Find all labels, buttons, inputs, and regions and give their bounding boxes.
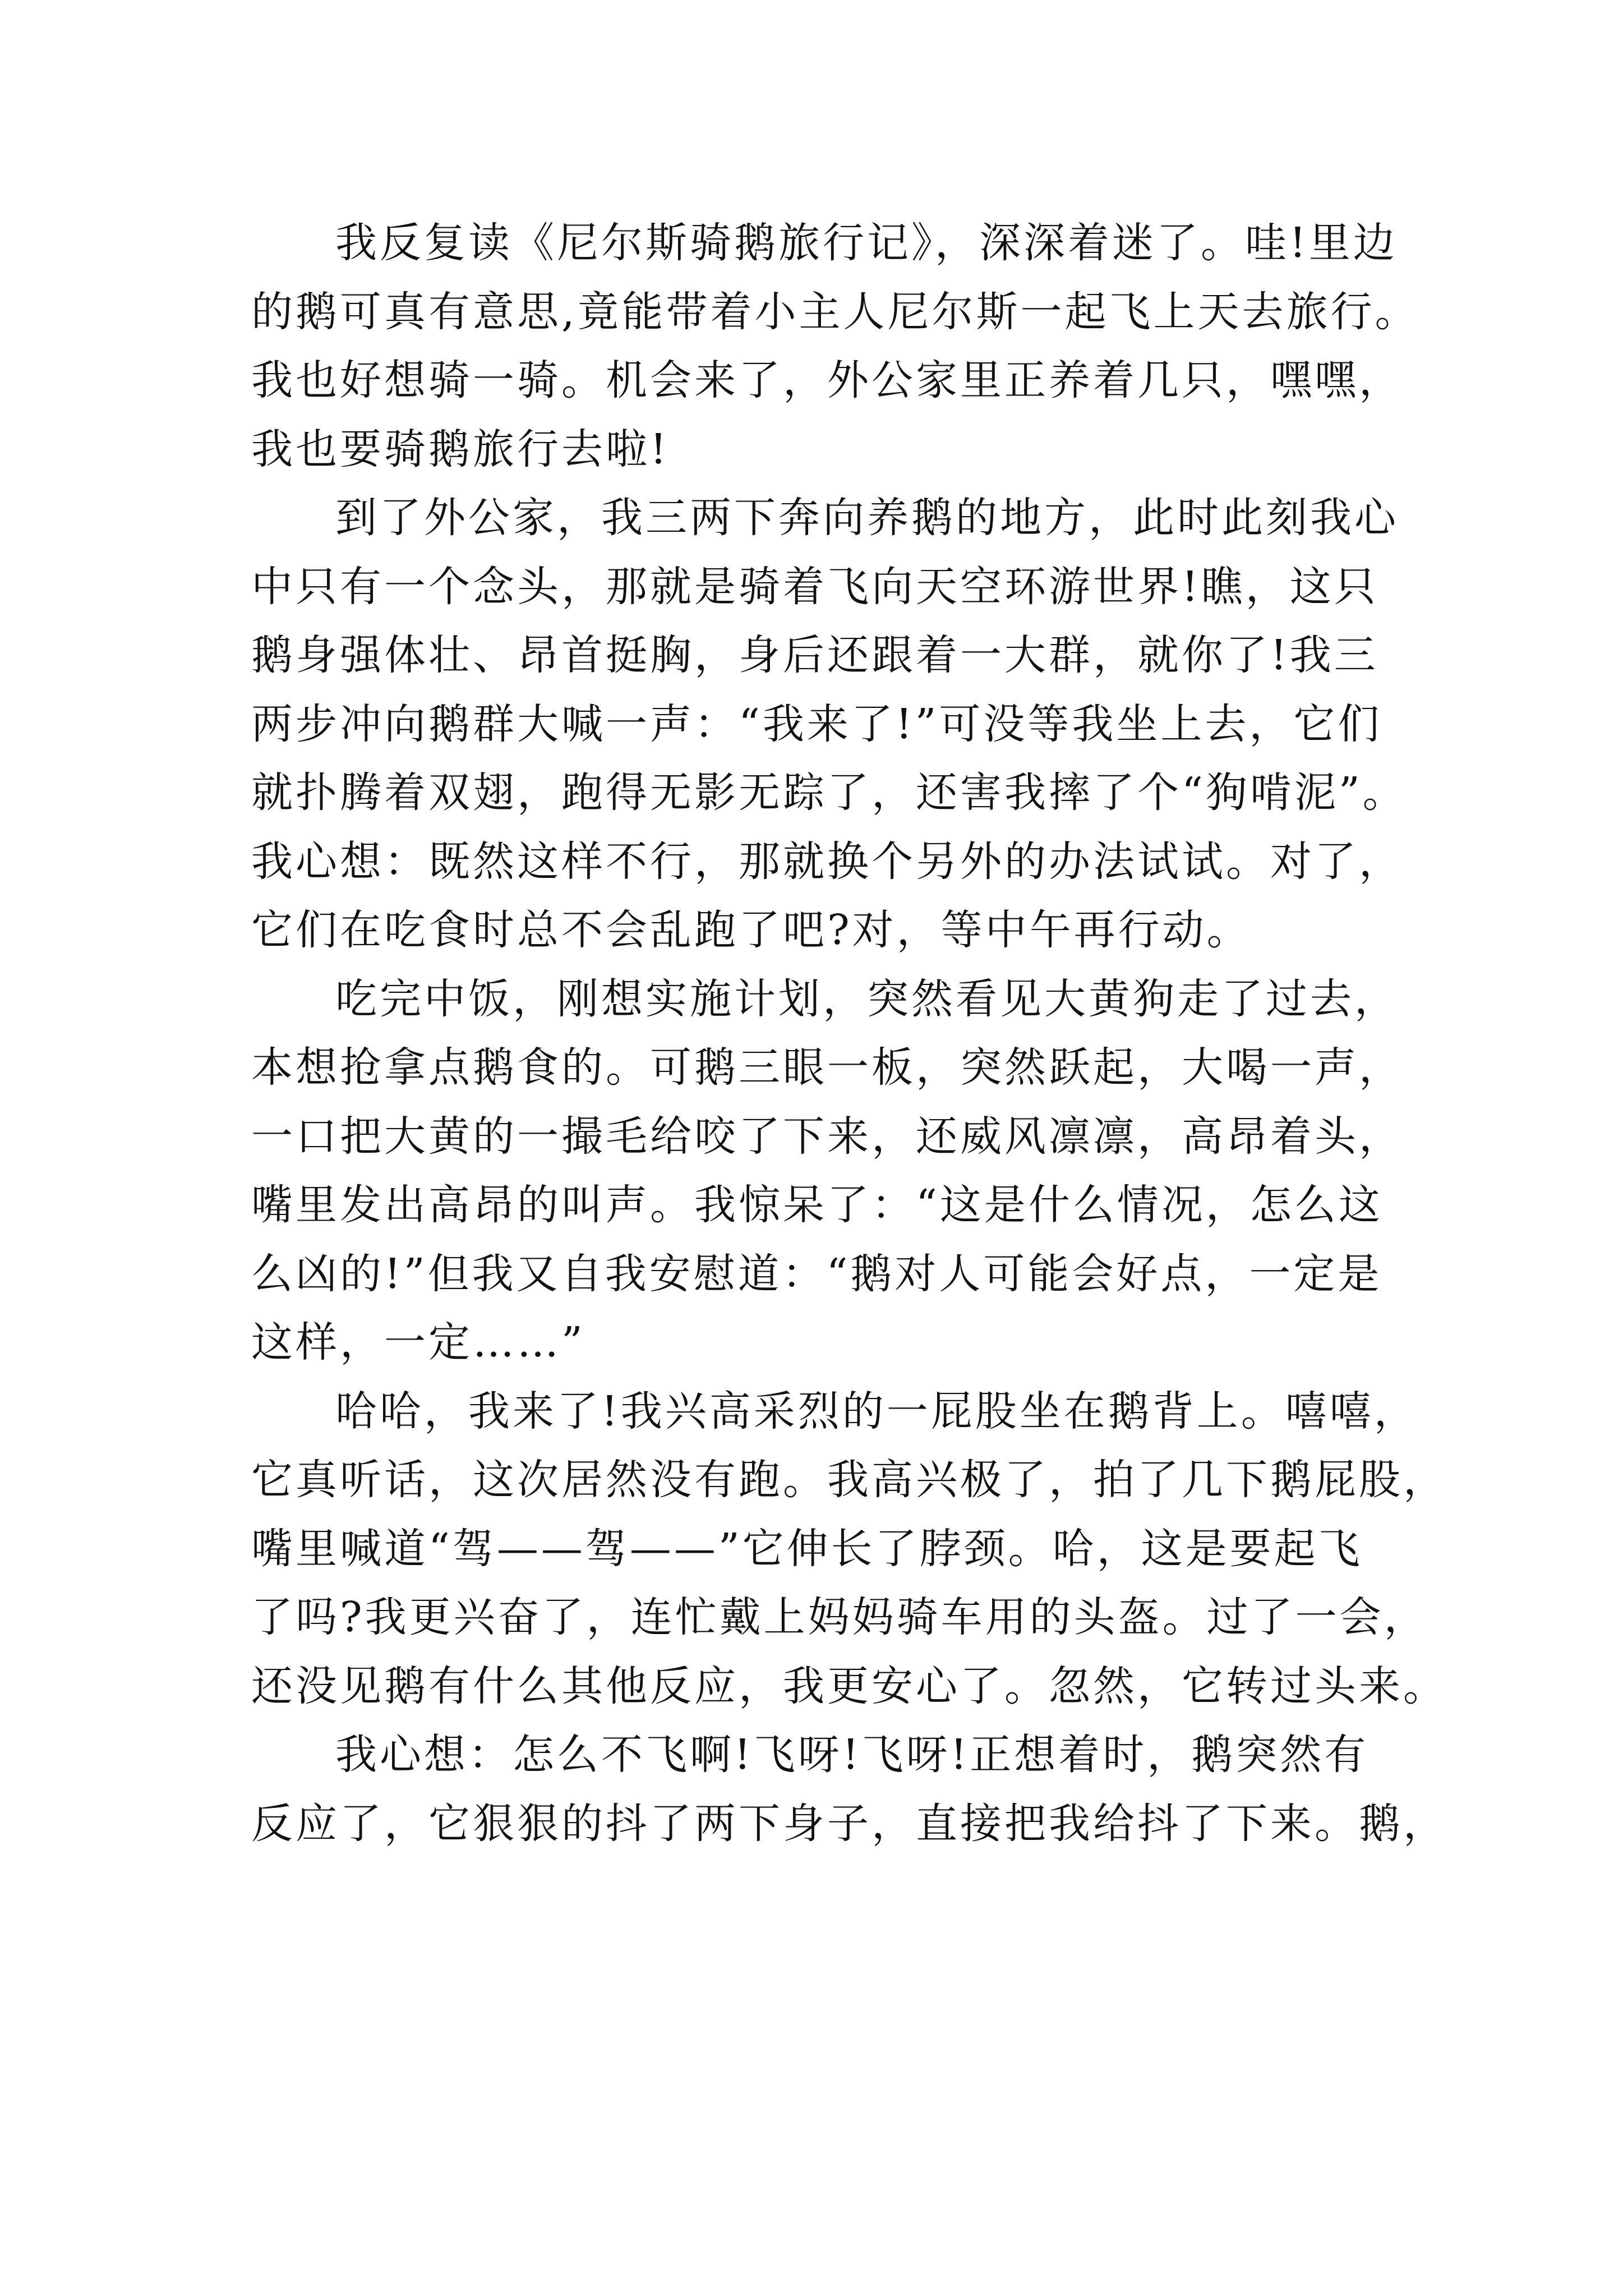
text-line: 的鹅可真有意思,竟能带着小主人尼尔斯一起飞上天去旅行。 xyxy=(251,287,1419,336)
text-line: 中只有一个念头，那就是骑着飞向天空环游世界!瞧，这只 xyxy=(251,562,1378,611)
text-line: 吃完中饭，刚想实施计划，突然看见大黄狗走了过去， xyxy=(335,974,1399,1023)
text-line: 两步冲向鹅群大喊一声：“我来了!”可没等我坐上去，它们 xyxy=(251,700,1382,748)
text-line: 哈哈，我来了!我兴高采烈的一屁股坐在鹅背上。嘻嘻， xyxy=(335,1387,1418,1435)
text-line: 了吗?我更兴奋了，连忙戴上妈妈骑车用的头盔。过了一会， xyxy=(251,1593,1428,1641)
text-line: 这样，一定……” xyxy=(251,1318,585,1366)
text-line: 我反复读《尼尔斯骑鹅旅行记》，深深着迷了。哇!里边 xyxy=(335,219,1398,267)
text-line: 嘴里发出高昂的叫声。我惊呆了：“这是什么情况，怎么这 xyxy=(251,1181,1383,1229)
text-line: 鹅身强体壮、昂首挺胸，身后还跟着一大群，就你了!我三 xyxy=(251,631,1378,679)
text-line: 就扑腾着双翅，跑得无影无踪了，还害我摔了个“狗啃泥”。 xyxy=(251,769,1407,817)
paragraph-3 xyxy=(251,965,1429,1377)
text-line: 本想抢拿点鹅食的。可鹅三眼一板，突然跃起，大喝一声， xyxy=(251,1043,1403,1092)
text-line: 还没见鹅有什么其他反应，我更安心了。忽然，它转过头来。 xyxy=(251,1662,1447,1710)
text-line: 嘴里喊道“驾——驾——”它伸长了脖颈。哈，这是要起飞 xyxy=(251,1524,1363,1573)
paragraph-2 xyxy=(251,484,1429,965)
text-line: 我心想：既然这样不行，那就换个另外的办法试试。对了， xyxy=(251,837,1403,886)
paragraph-5 xyxy=(251,1720,1447,1858)
text-line: 它真听话，这次居然没有跑。我高兴极了，拍了几下鹅屁股， xyxy=(251,1456,1447,1504)
essay-body xyxy=(251,209,1447,1858)
text-line: 它们在吃食时总不会乱跑了吧?对，等中午再行动。 xyxy=(251,906,1251,954)
text-line: 我心想：怎么不飞啊!飞呀!飞呀!正想着时，鹅突然有 xyxy=(335,1731,1369,1779)
text-line: 一口把大黄的一撮毛给咬了下来，还威风凛凛，高昂着头， xyxy=(251,1112,1403,1161)
text-line: 反应了，它狠狠的抖了两下身子，直接把我给抖了下来。鹅， xyxy=(251,1799,1447,1848)
text-line: 么凶的!”但我又自我安慰道：“鹅对人可能会好点，一定是 xyxy=(251,1249,1382,1298)
paragraph-1 xyxy=(251,209,1429,484)
paragraph-4 xyxy=(251,1377,1447,1721)
text-line: 我也好想骑一骑。机会来了，外公家里正养着几只，嘿嘿， xyxy=(251,356,1403,404)
text-line: 我也要骑鹅旅行去啦! xyxy=(251,425,670,473)
text-line: 到了外公家，我三两下奔向养鹅的地方，此时此刻我心 xyxy=(335,494,1399,542)
